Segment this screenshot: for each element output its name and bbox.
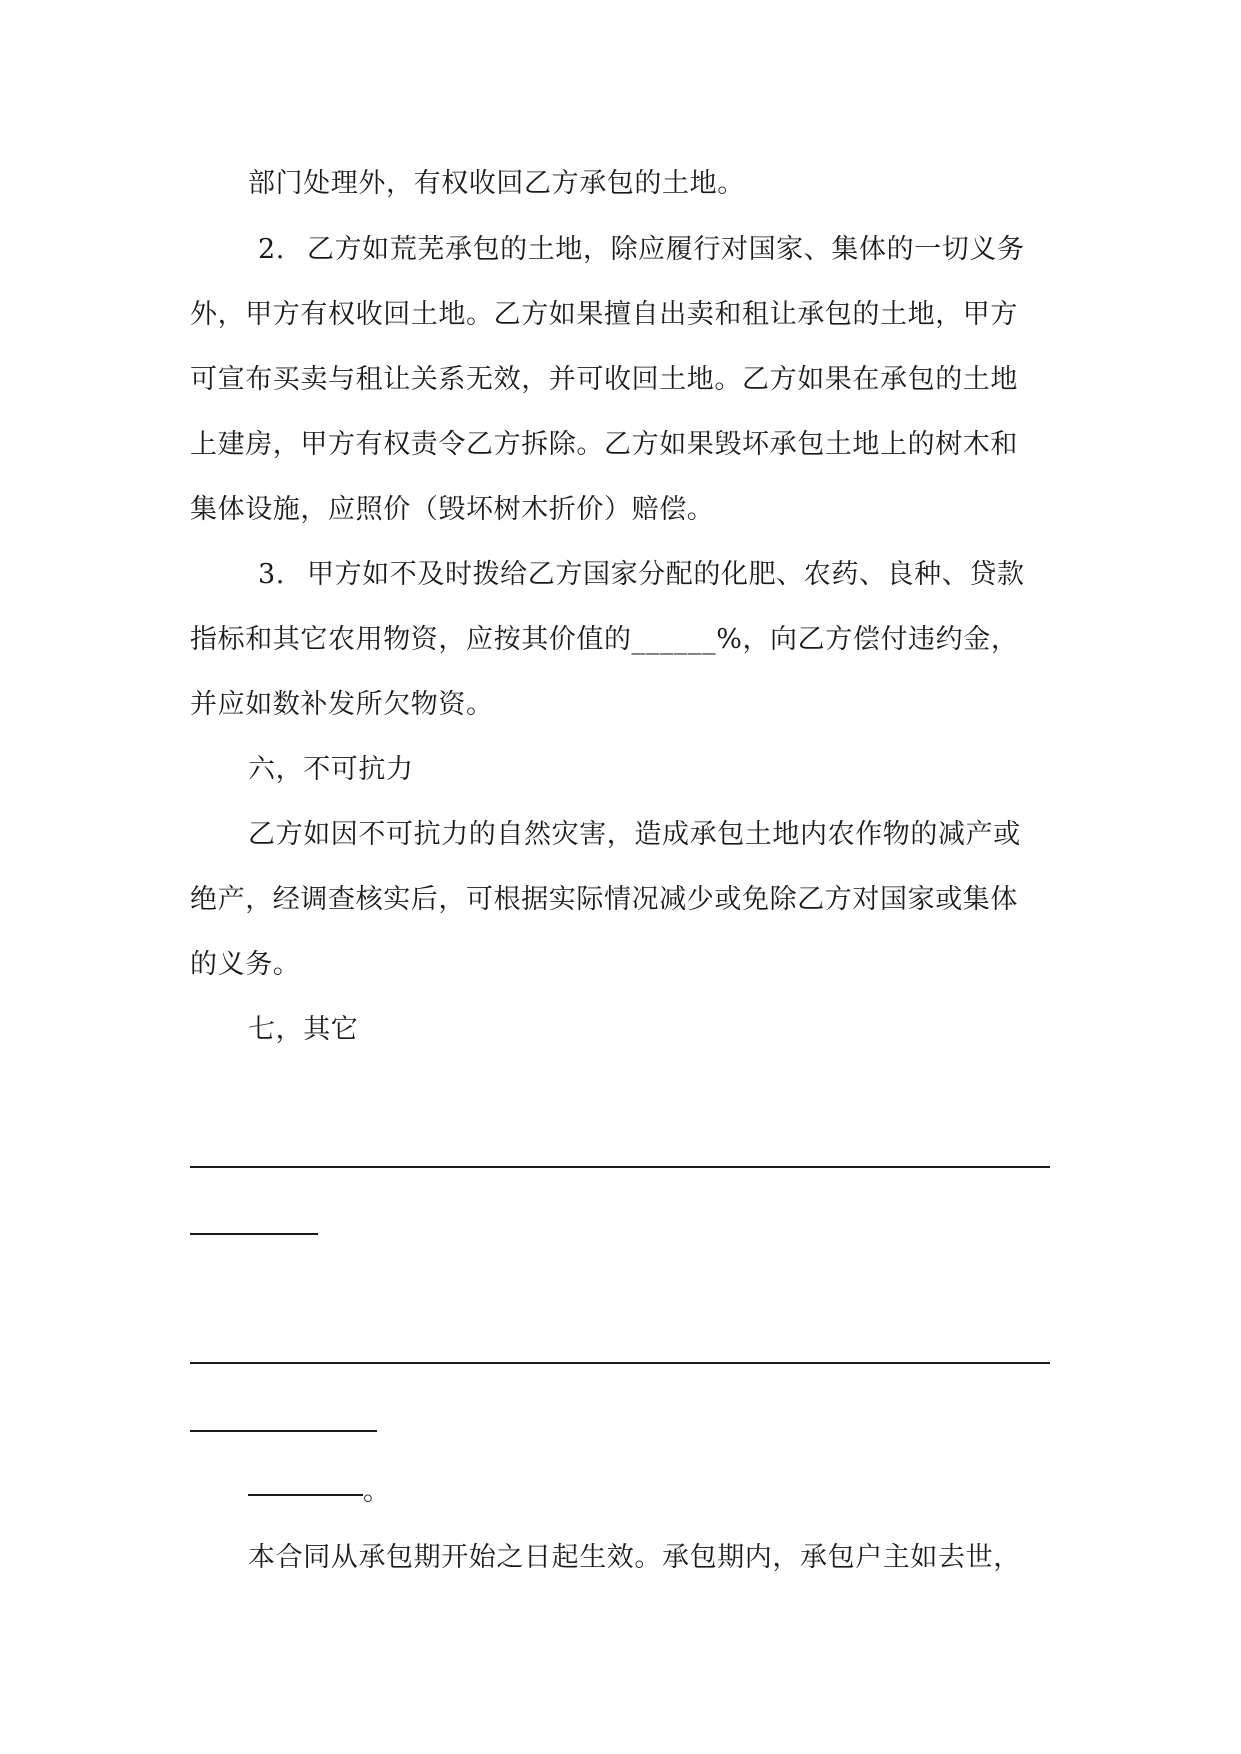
paragraph-line: 可宣布买卖与租让关系无效，并可收回土地。乙方如果在承包的土地 bbox=[190, 364, 1018, 395]
paragraph-line: 的义务。 bbox=[190, 949, 301, 980]
section-heading: 七，其它 bbox=[248, 1014, 359, 1045]
paragraph-line: 本合同从承包期开始之日起生效。承包期内，承包户主如去世， bbox=[248, 1542, 1021, 1573]
blank-underline bbox=[190, 1362, 1050, 1364]
paragraph-line: 指标和其它农用物资，应按其价值的______%，向乙方偿付违约金， bbox=[190, 624, 1019, 655]
blank-underline bbox=[190, 1166, 1050, 1168]
paragraph-line: 并应如数补发所欠物资。 bbox=[190, 689, 494, 720]
numbered-item-3 bbox=[258, 557, 1025, 593]
blank-underline bbox=[190, 1233, 318, 1235]
paragraph-line: 集体设施，应照价（毁坏树木折价）赔偿。 bbox=[190, 494, 715, 525]
section-heading: 六，不可抗力 bbox=[248, 754, 414, 785]
paragraph-line: 乙方如因不可抗力的自然灾害，造成承包土地内农作物的减产或 bbox=[248, 819, 1021, 850]
paragraph-line: 部门处理外，有权收回乙方承包的土地。 bbox=[248, 168, 745, 199]
paragraph-line: 甲方如不及时拨给乙方国家分配的化肥、农药、良种、贷款 bbox=[306, 559, 1025, 590]
blank-underline bbox=[248, 1494, 363, 1496]
sentence-end-mark: 。 bbox=[363, 1476, 391, 1507]
item-number: 3. bbox=[258, 559, 285, 590]
item-number: 2. bbox=[258, 234, 285, 265]
paragraph-line: 乙方如荒芜承包的土地，除应履行对国家、集体的一切义务 bbox=[306, 234, 1025, 265]
numbered-item-2 bbox=[258, 232, 1025, 268]
blank-underline bbox=[190, 1430, 377, 1432]
paragraph-line: 上建房，甲方有权责令乙方拆除。乙方如果毁坏承包土地上的树木和 bbox=[190, 429, 1018, 460]
paragraph-line: 外，甲方有权收回土地。乙方如果擅自出卖和租让承包的土地，甲方 bbox=[190, 299, 1018, 330]
paragraph-line: 绝产，经调查核实后，可根据实际情况减少或免除乙方对国家或集体 bbox=[190, 884, 1018, 915]
